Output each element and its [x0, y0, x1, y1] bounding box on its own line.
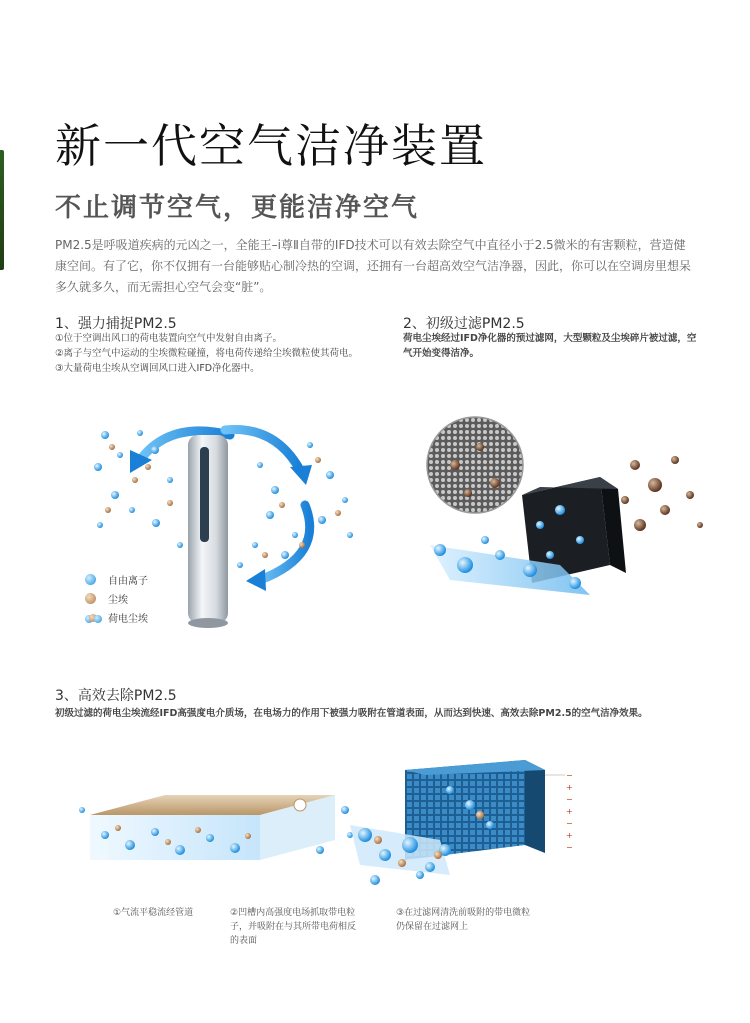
section1-step: ③大量荷电尘埃从空调回风口进入IFD净化器中。 — [55, 363, 260, 374]
pre-filter-mesh — [427, 417, 523, 513]
pre-filter-illustration — [410, 405, 720, 625]
legend-item — [85, 589, 148, 608]
free-ion-icon — [85, 574, 96, 585]
section3-text: 初级过滤的荷电尘埃流经IFD高强度电介质场，在电场力的作用下被强力吸附在管道表面，从而达到快速、高效去除PM2.5的空气洁净效果。 — [55, 708, 648, 719]
charged-dust-icon — [85, 612, 101, 623]
section2-heading: 2、初级过滤PM2.5 — [403, 316, 525, 332]
legend-label: 尘埃 — [108, 595, 128, 606]
legend-item — [85, 570, 148, 589]
legend-label: 荷电尘埃 — [108, 614, 148, 625]
svg-text:+: + — [566, 807, 573, 816]
section1-steps — [55, 331, 385, 376]
legend-label: 自由离子 — [108, 576, 148, 587]
step-caption: ①气流平稳流经管道 — [113, 908, 194, 918]
plus-minus-charge — [545, 771, 573, 852]
electrostatic-duct — [90, 795, 335, 860]
section3-heading: 3、高效去除PM2.5 — [55, 688, 177, 704]
air-conditioner-unit — [188, 435, 228, 628]
svg-text:−: − — [566, 819, 573, 828]
legend-item — [85, 608, 148, 627]
svg-text:−: − — [566, 843, 573, 852]
svg-text:−: − — [566, 795, 573, 804]
section1-step: ②离子与空气中运动的尘埃微粒碰撞，将电荷传递给尘埃微粒使其荷电。 — [55, 348, 359, 359]
particle-legend — [85, 570, 148, 627]
section2-text: 荷电尘埃经过IFD净化器的预过滤网，大型颗粒及尘埃碎片被过滤，空气开始变得洁净。 — [403, 333, 697, 359]
section1-step: ①位于空调出风口的荷电装置向空气中发射自由离子。 — [55, 333, 283, 344]
step-caption: ③在过滤网清洗前吸附的带电微粒仍保留在过滤网上 — [396, 908, 531, 932]
page-edge-accent — [0, 150, 4, 270]
svg-text:−: − — [566, 771, 573, 780]
blue-filter-illustration — [350, 745, 585, 895]
electrostatic-duct-illustration — [70, 740, 360, 890]
intro-paragraph: PM2.5是呼吸道疾病的元凶之一，全能王–i尊Ⅱ自带的IFD技术可以有效去除空气中直径小于2.5微米的有害颗粒，营造健康空间。有了它，你不仅拥有一台能够贴心制冷热的空调，还拥有一台超高效空气洁净器，因此，你可以在空调房里想呆多久就多久，而无需担心空气会变“脏”。 — [55, 238, 692, 294]
svg-text:+: + — [566, 783, 573, 792]
page-title: 新一代空气洁净装置 — [55, 119, 487, 173]
section1-heading: 1、强力捕捉PM2.5 — [55, 316, 177, 332]
svg-text:+: + — [566, 831, 573, 840]
page-subtitle: 不止调节空气，更能洁净空气 — [55, 193, 420, 223]
dust-icon — [85, 593, 96, 604]
step-caption: ②凹槽内高强度电场抓取带电粒子，并吸附在与其所带电荷相反的表面 — [230, 908, 357, 946]
